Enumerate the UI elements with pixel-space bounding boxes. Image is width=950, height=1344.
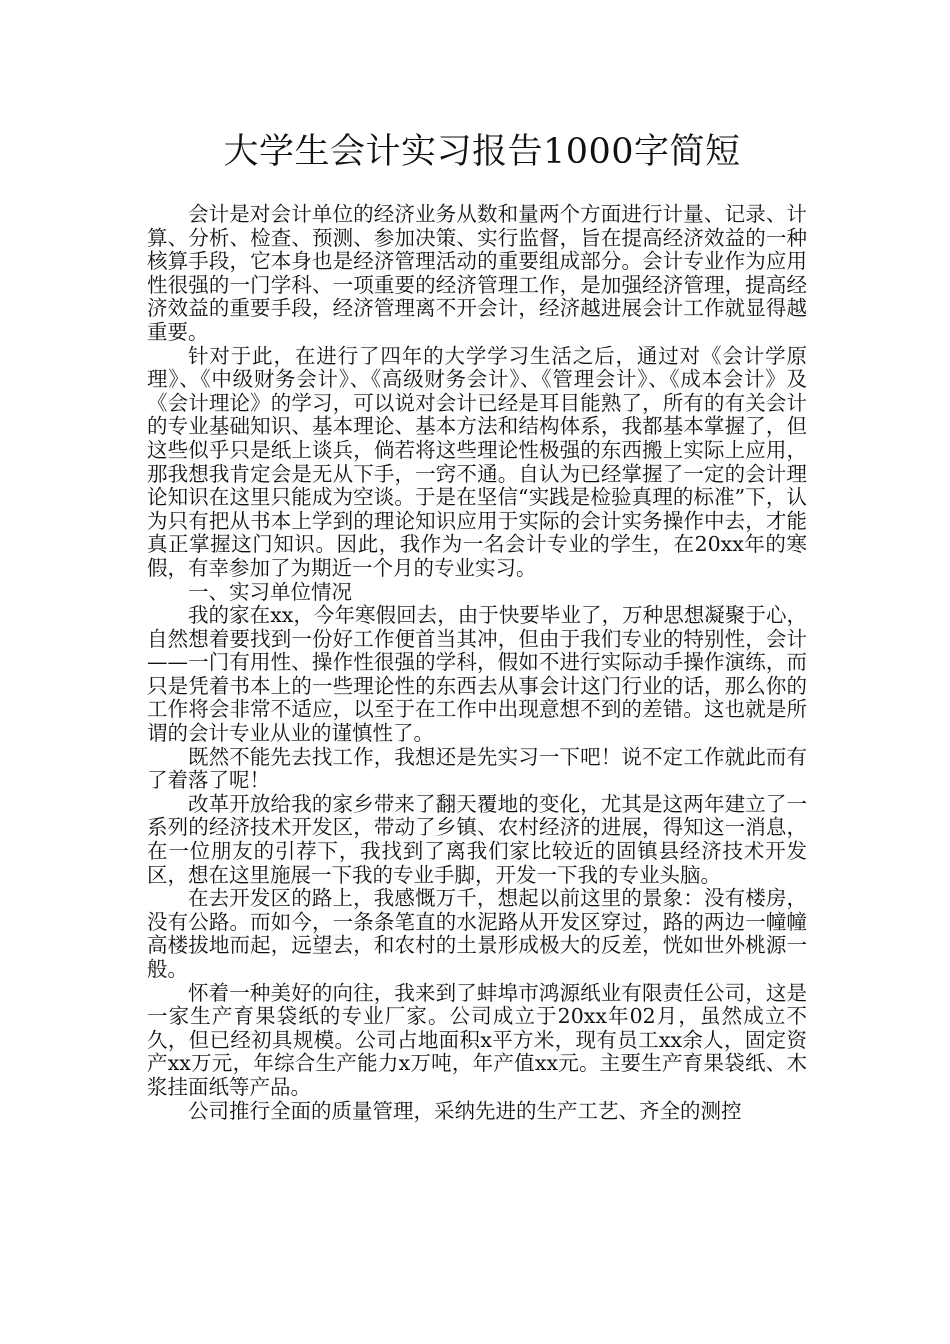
section-heading-internship-unit: 一、实习单位情况 (188, 579, 352, 604)
paragraph-company: 怀着一种美好的向往，我来到了蚌埠市鸿源纸业有限责任公司，这是一家生产育果袋纸的专业厂家。公司成立于20xx年02月，虽然成立不久，但已经初具规模。公司占地面积x平方米，现有员工xx余人，固定资产xx万元，年综合生产能力x万吨，年产值xx元。主要生产育果袋纸、木浆挂面纸等产品。 (147, 980, 807, 1099)
document-title: 大学生会计实习报告1000字简短 (223, 132, 741, 172)
document-body (147, 203, 807, 1123)
paragraph-decision: 既然不能先去找工作，我想还是先实习一下吧！说不定工作就此而有了着落了呢！ (147, 744, 807, 793)
paragraph-intro: 会计是对会计单位的经济业务从数和量两个方面进行计量、记录、计算、分析、检查、预测、参加决策、实行监督，旨在提高经济效益的一种核算手段，它本身也是经济管理活动的重要组成部分。会计专业作为应用性很强的一门学科、一项重要的经济管理工作，是加强经济管理，提高经济效益的重要手段，经济管理离不开会计，经济越进展会计工作就显得越重要。 (147, 202, 807, 344)
paragraph-study-background: 针对于此，在进行了四年的大学学习生活之后，通过对《会计学原理》、《中级财务会计》、《高级财务会计》、《管理会计》、《成本会计》及《会计理论》的学习，可以说对会计已经是耳目能熟了，所有的有关会计的专业基础知识、基本理论、基本方法和结构体系，我都基本掌握了，但这些似乎只是纸上谈兵，倘若将这些理论性极强的东西搬上实际上应用，那我想我肯定会是无从下手，一窍不通。自认为已经掌握了一定的会计理论知识在这里只能成为空谈。于是在坚信“实践是检验真理的标准”下，认为只有把从书本上学到的理论知识应用于实际的会计实务操作中去，才能真正掌握这门知识。因此，我作为一名会计专业的学生，在20xx年的寒假，有幸参加了为期近一个月的专业实习。 (147, 343, 807, 580)
paragraph-reform: 改革开放给我的家乡带来了翻天覆地的变化，尤其是这两年建立了一系列的经济技术开发区，带动了乡镇、农村经济的进展，得知这一消息，在一位朋友的引荐下，我找到了离我们家比较近的固镇县经济技术开发区，想在这里施展一下我的专业手脚，开发一下我的专业头脑。 (147, 791, 807, 887)
paragraph-quality: 公司推行全面的质量管理，采纳先进的生产工艺、齐全的测控 (188, 1098, 742, 1123)
paragraph-road: 在去开发区的路上，我感慨万千，想起以前这里的景象：没有楼房，没有公路。而如今，一条条笔直的水泥路从开发区穿过，路的两边一幢幢高楼拔地而起，远望去，和农村的土景形成极大的反差，恍如世外桃源一般。 (147, 886, 807, 981)
document-page (147, 128, 807, 1123)
paragraph-hometown: 我的家在xx，今年寒假回去，由于快要毕业了，万种思想凝聚于心，自然想着要找到一份好工作便首当其冲，但由于我们专业的特别性，会计——一门有用性、操作性很强的学科，假如不进行实际动手操作演练，而只是凭着书本上的一些理论性的东西去从事会计这门行业的话，那么你的工作将会非常不适应，以至于在工作中出现意想不到的差错。这也就是所谓的会计专业从业的谨慎性了。 (147, 603, 807, 746)
